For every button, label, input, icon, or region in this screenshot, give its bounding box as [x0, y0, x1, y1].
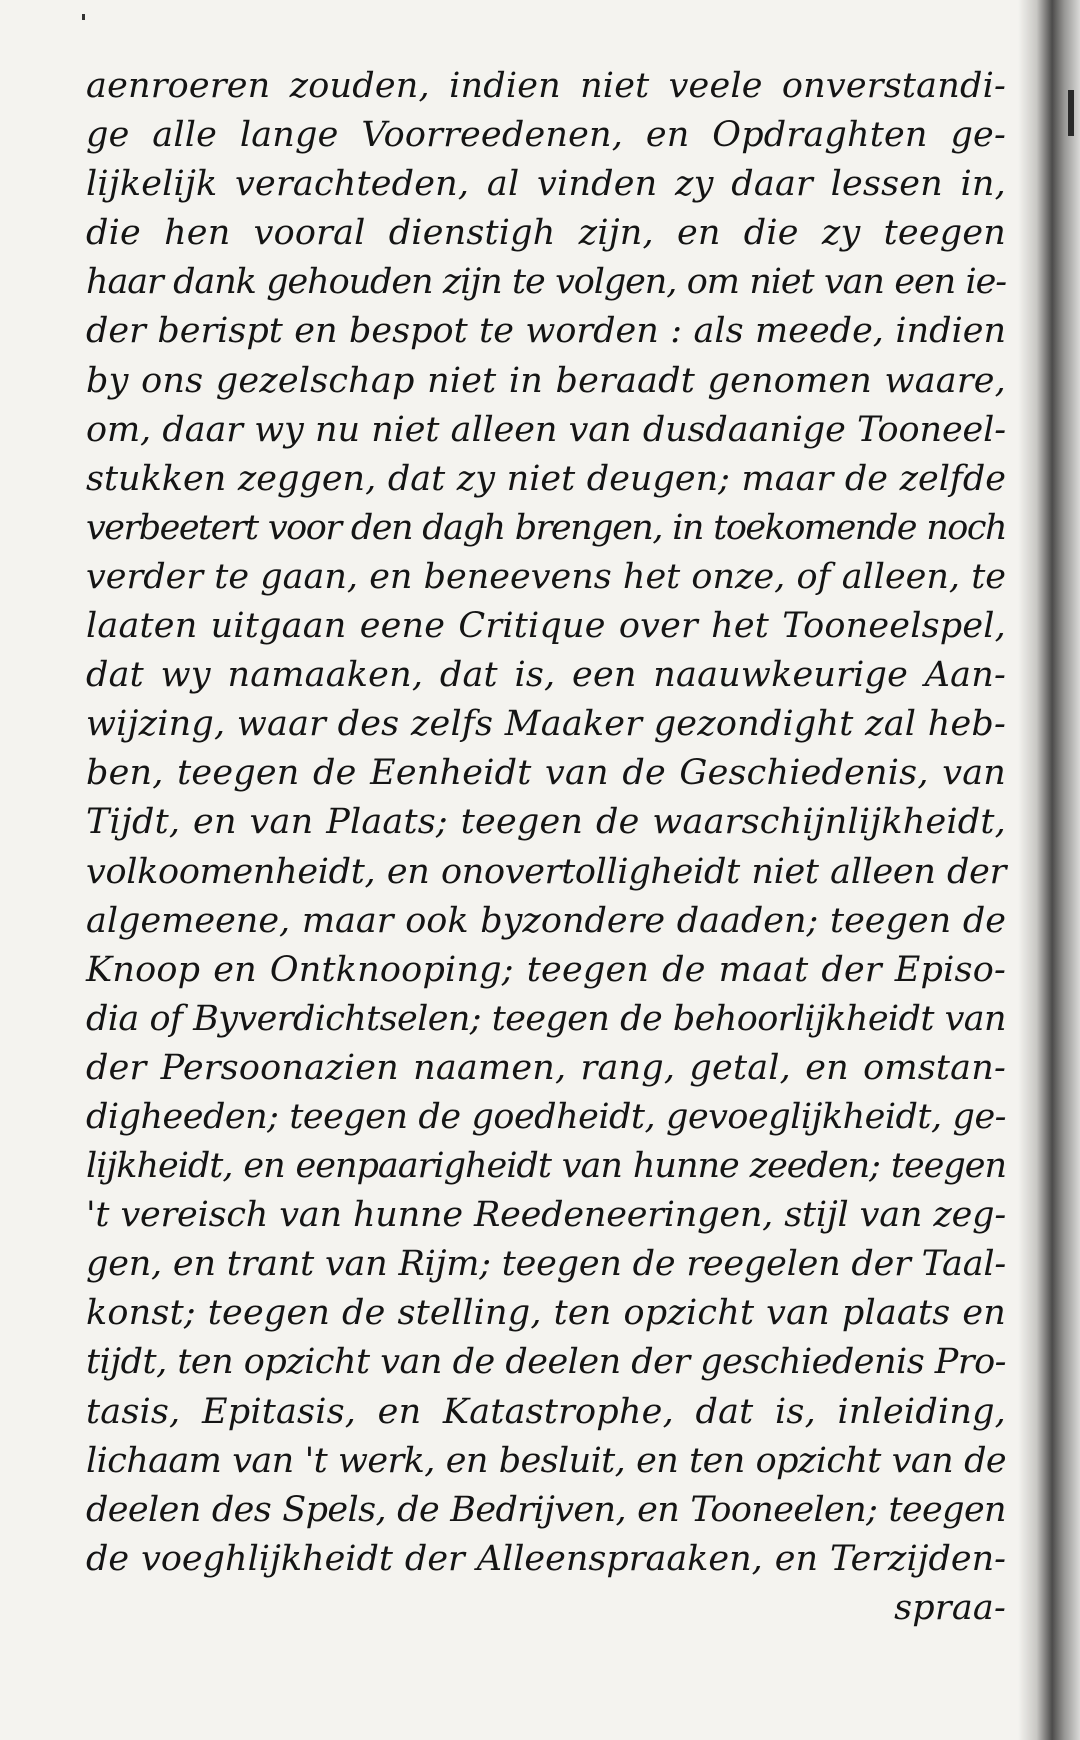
text-line: tasis, Epitasis, en Katastrophe, dat is, inleiding,	[86, 1391, 1006, 1432]
text-line: gen, en trant van Rijm; teegen de reegelen der Taal-	[86, 1244, 1006, 1285]
catchword: spraa-	[894, 1587, 1006, 1628]
text-line: dia of Byverdichtselen; teegen de behoorlijkheidt van	[86, 998, 1006, 1039]
text-line: laaten uitgaan eene Critique over het Tooneelspel,	[86, 606, 1006, 647]
text-line: lijkheidt, en eenpaarigheidt van hunne zeeden; teegen	[86, 1146, 1006, 1187]
text-line: wijzing, waar des zelfs Maaker gezondight zal heb-	[86, 704, 1006, 745]
text-line: de voeghlijkheidt der Alleenspraaken, en Terzijden-	[86, 1538, 1006, 1579]
text-line: Tijdt, en van Plaats; teegen de waarschijnlijkheidt,	[86, 802, 1006, 843]
text-line: ge alle lange Voorreedenen, en Opdraghten ge-	[86, 115, 1006, 156]
text-line: der berispt en bespot te worden : als meede, indien	[86, 311, 1006, 352]
text-line: om, daar wy nu niet alleen van dusdaanige Tooneel-	[86, 409, 1006, 450]
binding-gutter-shadow	[1018, 0, 1080, 1740]
text-line: lichaam van 't werk, en besluit, en ten opzicht van de	[86, 1440, 1006, 1481]
facing-page-edge-mark	[1068, 90, 1074, 136]
text-line: Knoop en Ontknooping; teegen de maat der Episo-	[86, 949, 1006, 990]
text-line: deelen des Spels, de Bedrijven, en Tooneelen; teegen	[86, 1489, 1006, 1530]
text-line: lijkelijk verachteden, al vinden zy daar lessen in,	[86, 164, 1006, 205]
text-line: verder te gaan, en beneevens het onze, of alleen, te	[86, 556, 1006, 597]
text-line: tijdt, ten opzicht van de deelen der geschiedenis Pro-	[86, 1342, 1006, 1383]
text-line: dat wy namaaken, dat is, een naauwkeurige Aan-	[86, 655, 1006, 696]
text-line: volkoomenheidt, en onovertolligheidt niet alleen der	[86, 851, 1006, 892]
text-line: algemeene, maar ook byzondere daaden; teegen de	[86, 900, 1006, 941]
ink-speck	[82, 14, 85, 20]
text-line: die hen vooral dienstigh zijn, en die zy teegen	[86, 213, 1006, 254]
text-line: konst; teegen de stelling, ten opzicht van plaats en	[86, 1293, 1006, 1334]
text-line: 't vereisch van hunne Reedeneeringen, stijl van zeg-	[86, 1195, 1006, 1236]
text-line: der Persoonazien naamen, rang, getal, en omstan-	[86, 1047, 1006, 1088]
text-line: by ons gezelschap niet in beraadt genomen waare,	[86, 360, 1006, 401]
body-text	[86, 62, 1006, 1633]
text-line: digheeden; teegen de goedheidt, gevoeglijkheidt, ge-	[86, 1096, 1006, 1137]
text-line: ben, teegen de Eenheidt van de Geschiedenis, van	[86, 753, 1006, 794]
text-line: aenroeren zouden, indien niet veele onverstandi-	[86, 66, 1006, 106]
text-line: verbeetert voor den dagh brengen, in toekomende noch	[86, 507, 1006, 548]
text-line: haar dank gehouden zijn te volgen, om niet van een ie-	[86, 262, 1006, 303]
text-line: stukken zeggen, dat zy niet deugen; maar de zelfde	[86, 458, 1006, 499]
